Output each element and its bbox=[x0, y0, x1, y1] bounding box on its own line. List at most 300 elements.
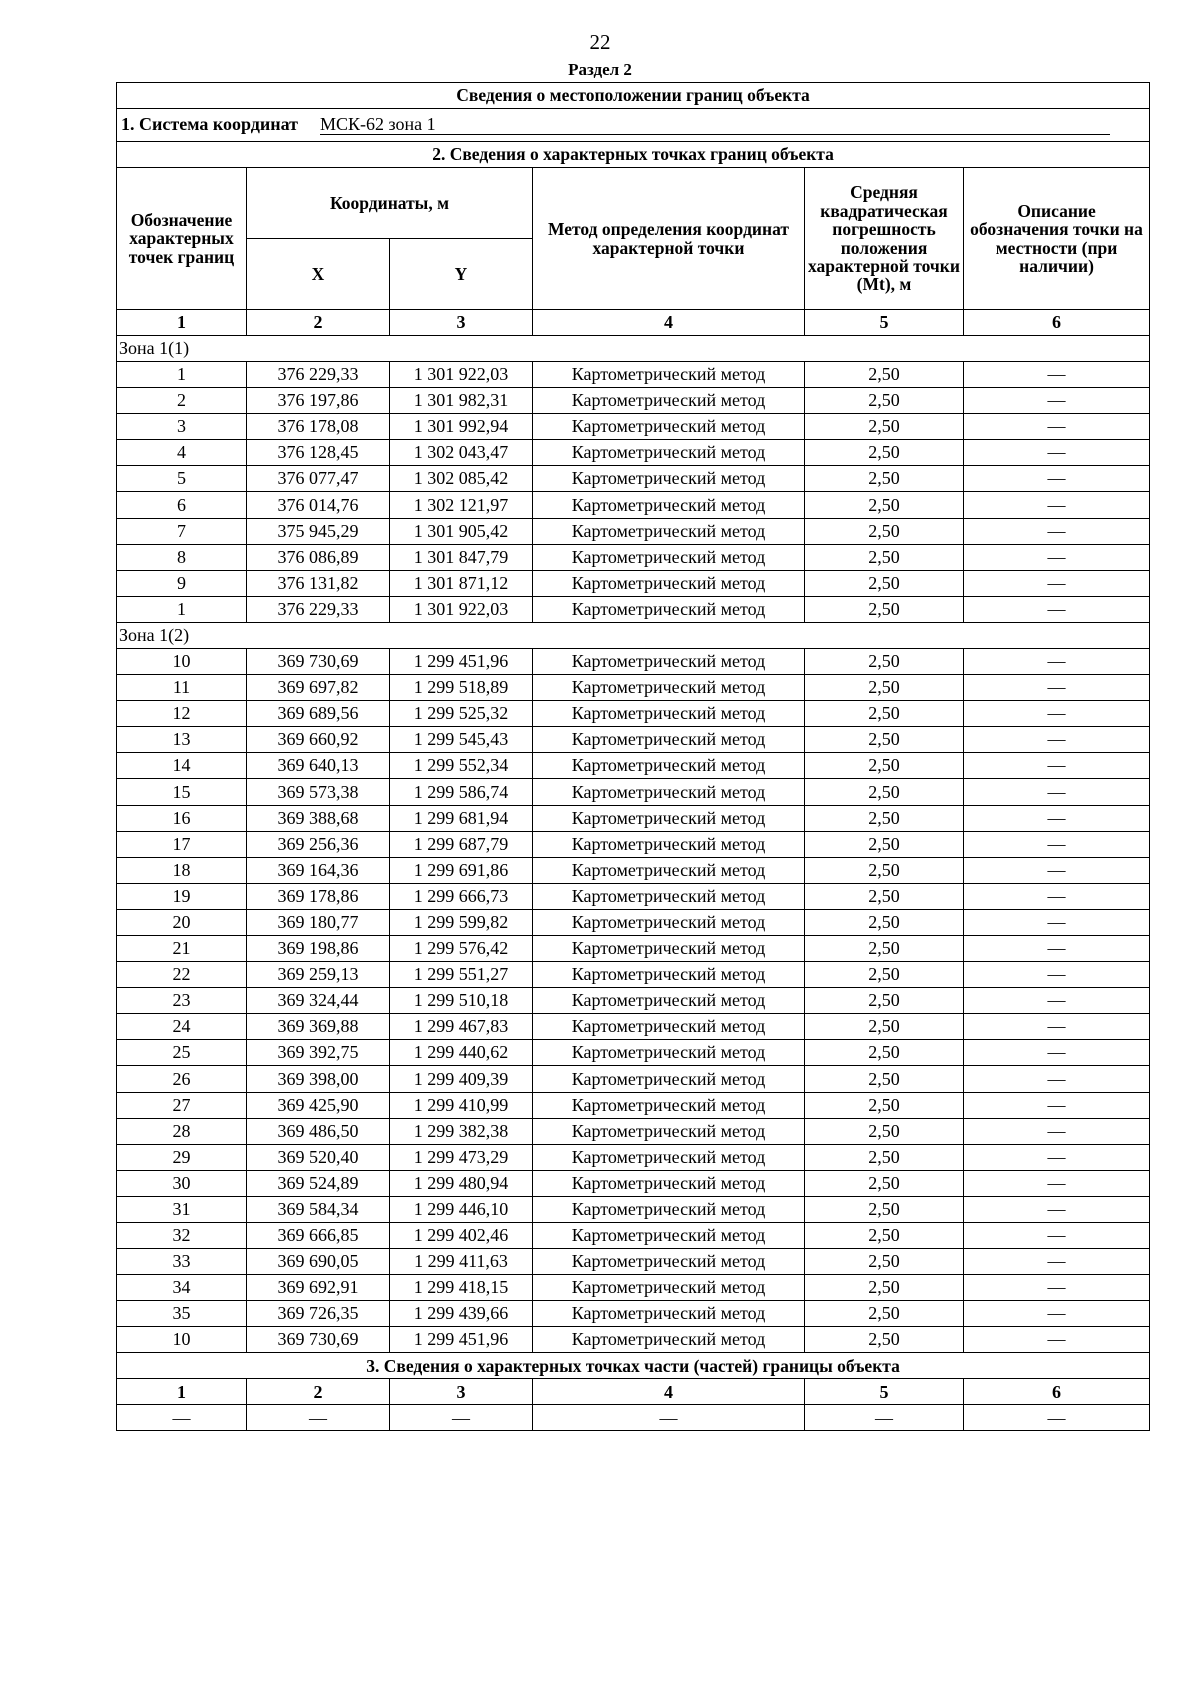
parts-column-number: 5 bbox=[805, 1379, 964, 1405]
coord-y: 1 301 905,42 bbox=[390, 518, 533, 544]
description: — bbox=[964, 440, 1150, 466]
point-number: 16 bbox=[117, 805, 247, 831]
point-number: 13 bbox=[117, 727, 247, 753]
coord-x: 369 726,35 bbox=[247, 1301, 390, 1327]
error-value: 2,50 bbox=[805, 1327, 964, 1353]
coord-x: 376 197,86 bbox=[247, 388, 390, 414]
coord-x: 376 077,47 bbox=[247, 466, 390, 492]
error-value: 2,50 bbox=[805, 1170, 964, 1196]
header-error: Средняя квадратическая погрешность положения характерной точки (Mt), м bbox=[805, 168, 964, 310]
point-number: 4 bbox=[117, 440, 247, 466]
description: — bbox=[964, 1249, 1150, 1275]
column-number: 4 bbox=[533, 310, 805, 336]
table-row bbox=[117, 1066, 1150, 1092]
description: — bbox=[964, 388, 1150, 414]
coord-y: 1 299 666,73 bbox=[390, 883, 533, 909]
error-value: 2,50 bbox=[805, 805, 964, 831]
column-numbers-row bbox=[117, 310, 1150, 336]
table-row bbox=[117, 883, 1150, 909]
coord-x: 369 697,82 bbox=[247, 675, 390, 701]
method: Картометрический метод bbox=[533, 701, 805, 727]
parts-empty-cell: — bbox=[533, 1405, 805, 1431]
point-number: 1 bbox=[117, 362, 247, 388]
coord-x: 369 198,86 bbox=[247, 935, 390, 961]
point-number: 19 bbox=[117, 883, 247, 909]
error-value: 2,50 bbox=[805, 1249, 964, 1275]
error-value: 2,50 bbox=[805, 518, 964, 544]
point-number: 11 bbox=[117, 675, 247, 701]
method: Картометрический метод bbox=[533, 596, 805, 622]
method: Картометрический метод bbox=[533, 388, 805, 414]
coord-x: 376 131,82 bbox=[247, 570, 390, 596]
description: — bbox=[964, 1196, 1150, 1222]
coord-x: 369 640,13 bbox=[247, 753, 390, 779]
coord-system-row bbox=[117, 109, 1150, 142]
point-number: 10 bbox=[117, 1327, 247, 1353]
table-row bbox=[117, 1275, 1150, 1301]
point-number: 5 bbox=[117, 466, 247, 492]
error-value: 2,50 bbox=[805, 727, 964, 753]
table-row bbox=[117, 701, 1150, 727]
error-value: 2,50 bbox=[805, 362, 964, 388]
method: Картометрический метод bbox=[533, 909, 805, 935]
coord-y: 1 299 439,66 bbox=[390, 1301, 533, 1327]
point-number: 14 bbox=[117, 753, 247, 779]
coord-x: 369 524,89 bbox=[247, 1170, 390, 1196]
coord-y: 1 299 525,32 bbox=[390, 701, 533, 727]
coord-x: 369 256,36 bbox=[247, 831, 390, 857]
zone-label: Зона 1(1) bbox=[117, 336, 1150, 362]
coord-x: 369 520,40 bbox=[247, 1144, 390, 1170]
method: Картометрический метод bbox=[533, 1327, 805, 1353]
table-row bbox=[117, 440, 1150, 466]
point-number: 29 bbox=[117, 1144, 247, 1170]
coord-system-value: МСК-62 зона 1 bbox=[320, 115, 1110, 136]
point-number: 2 bbox=[117, 388, 247, 414]
method: Картометрический метод bbox=[533, 1170, 805, 1196]
coord-y: 1 299 467,83 bbox=[390, 1014, 533, 1040]
error-value: 2,50 bbox=[805, 883, 964, 909]
description: — bbox=[964, 466, 1150, 492]
method: Картометрический метод bbox=[533, 1014, 805, 1040]
coord-y: 1 302 121,97 bbox=[390, 492, 533, 518]
point-number: 35 bbox=[117, 1301, 247, 1327]
table-row bbox=[117, 518, 1150, 544]
error-value: 2,50 bbox=[805, 1066, 964, 1092]
description: — bbox=[964, 1014, 1150, 1040]
point-number: 31 bbox=[117, 1196, 247, 1222]
coord-y: 1 299 446,10 bbox=[390, 1196, 533, 1222]
method: Картометрический метод bbox=[533, 779, 805, 805]
coord-y: 1 299 551,27 bbox=[390, 962, 533, 988]
point-number: 27 bbox=[117, 1092, 247, 1118]
method: Картометрический метод bbox=[533, 1092, 805, 1118]
description: — bbox=[964, 988, 1150, 1014]
coord-y: 1 299 402,46 bbox=[390, 1223, 533, 1249]
error-value: 2,50 bbox=[805, 1014, 964, 1040]
coord-y: 1 299 510,18 bbox=[390, 988, 533, 1014]
coord-x: 369 584,34 bbox=[247, 1196, 390, 1222]
description: — bbox=[964, 779, 1150, 805]
coord-x: 369 689,56 bbox=[247, 701, 390, 727]
point-number: 20 bbox=[117, 909, 247, 935]
table-row bbox=[117, 1118, 1150, 1144]
parts-column-number: 4 bbox=[533, 1379, 805, 1405]
header-method: Метод определения координат характерной точки bbox=[533, 168, 805, 310]
coord-x: 369 692,91 bbox=[247, 1275, 390, 1301]
error-value: 2,50 bbox=[805, 1196, 964, 1222]
column-number: 3 bbox=[390, 310, 533, 336]
table-row bbox=[117, 935, 1150, 961]
point-number: 30 bbox=[117, 1170, 247, 1196]
error-value: 2,50 bbox=[805, 935, 964, 961]
method: Картометрический метод bbox=[533, 544, 805, 570]
table-row bbox=[117, 1092, 1150, 1118]
point-number: 32 bbox=[117, 1223, 247, 1249]
point-number: 1 bbox=[117, 596, 247, 622]
coord-y: 1 301 847,79 bbox=[390, 544, 533, 570]
description: — bbox=[964, 962, 1150, 988]
point-number: 9 bbox=[117, 570, 247, 596]
method: Картометрический метод bbox=[533, 988, 805, 1014]
coord-x: 376 229,33 bbox=[247, 596, 390, 622]
method: Картометрический метод bbox=[533, 883, 805, 909]
method: Картометрический метод bbox=[533, 1196, 805, 1222]
parts-empty-cell: — bbox=[247, 1405, 390, 1431]
point-number: 8 bbox=[117, 544, 247, 570]
points-heading: 2. Сведения о характерных точках границ объекта bbox=[117, 142, 1150, 168]
description: — bbox=[964, 1275, 1150, 1301]
point-number: 18 bbox=[117, 857, 247, 883]
zone-label: Зона 1(2) bbox=[117, 622, 1150, 648]
coord-x: 369 660,92 bbox=[247, 727, 390, 753]
method: Картометрический метод bbox=[533, 857, 805, 883]
table-row bbox=[117, 753, 1150, 779]
description: — bbox=[964, 753, 1150, 779]
error-value: 2,50 bbox=[805, 675, 964, 701]
column-number: 6 bbox=[964, 310, 1150, 336]
error-value: 2,50 bbox=[805, 492, 964, 518]
table-row bbox=[117, 1249, 1150, 1275]
table-row bbox=[117, 570, 1150, 596]
boundary-coordinates-table bbox=[116, 82, 1150, 1431]
error-value: 2,50 bbox=[805, 831, 964, 857]
method: Картометрический метод bbox=[533, 466, 805, 492]
coord-x: 369 369,88 bbox=[247, 1014, 390, 1040]
table-row bbox=[117, 962, 1150, 988]
coord-x: 369 324,44 bbox=[247, 988, 390, 1014]
error-value: 2,50 bbox=[805, 570, 964, 596]
error-value: 2,50 bbox=[805, 962, 964, 988]
description: — bbox=[964, 492, 1150, 518]
method: Картометрический метод bbox=[533, 1275, 805, 1301]
point-number: 3 bbox=[117, 414, 247, 440]
coord-y: 1 302 043,47 bbox=[390, 440, 533, 466]
error-value: 2,50 bbox=[805, 1275, 964, 1301]
table-row bbox=[117, 596, 1150, 622]
parts-column-number: 1 bbox=[117, 1379, 247, 1405]
method: Картометрический метод bbox=[533, 1144, 805, 1170]
coord-y: 1 299 411,63 bbox=[390, 1249, 533, 1275]
point-number: 17 bbox=[117, 831, 247, 857]
error-value: 2,50 bbox=[805, 1118, 964, 1144]
coord-x: 369 178,86 bbox=[247, 883, 390, 909]
table-row bbox=[117, 805, 1150, 831]
description: — bbox=[964, 935, 1150, 961]
point-number: 26 bbox=[117, 1066, 247, 1092]
description: — bbox=[964, 1170, 1150, 1196]
coord-y: 1 299 451,96 bbox=[390, 1327, 533, 1353]
error-value: 2,50 bbox=[805, 440, 964, 466]
coord-y: 1 299 687,79 bbox=[390, 831, 533, 857]
method: Картометрический метод bbox=[533, 362, 805, 388]
coord-y: 1 299 681,94 bbox=[390, 805, 533, 831]
description: — bbox=[964, 362, 1150, 388]
parts-empty-cell: — bbox=[390, 1405, 533, 1431]
coord-x: 369 573,38 bbox=[247, 779, 390, 805]
description: — bbox=[964, 570, 1150, 596]
coord-y: 1 299 382,38 bbox=[390, 1118, 533, 1144]
method: Картометрический метод bbox=[533, 962, 805, 988]
coord-y: 1 299 545,43 bbox=[390, 727, 533, 753]
coord-y: 1 299 410,99 bbox=[390, 1092, 533, 1118]
coord-y: 1 299 552,34 bbox=[390, 753, 533, 779]
method: Картометрический метод bbox=[533, 648, 805, 674]
point-number: 34 bbox=[117, 1275, 247, 1301]
point-number: 22 bbox=[117, 962, 247, 988]
coord-x: 376 178,08 bbox=[247, 414, 390, 440]
error-value: 2,50 bbox=[805, 414, 964, 440]
table-title: Сведения о местоположении границ объекта bbox=[117, 83, 1150, 109]
error-value: 2,50 bbox=[805, 596, 964, 622]
coord-x: 369 666,85 bbox=[247, 1223, 390, 1249]
coord-y: 1 299 586,74 bbox=[390, 779, 533, 805]
description: — bbox=[964, 883, 1150, 909]
table-row bbox=[117, 466, 1150, 492]
method: Картометрический метод bbox=[533, 440, 805, 466]
method: Картометрический метод bbox=[533, 675, 805, 701]
coord-x: 376 086,89 bbox=[247, 544, 390, 570]
description: — bbox=[964, 1327, 1150, 1353]
section-heading: Раздел 2 bbox=[568, 60, 632, 79]
error-value: 2,50 bbox=[805, 909, 964, 935]
table-row bbox=[117, 909, 1150, 935]
coord-y: 1 301 992,94 bbox=[390, 414, 533, 440]
description: — bbox=[964, 648, 1150, 674]
coord-y: 1 299 518,89 bbox=[390, 675, 533, 701]
table-row bbox=[117, 544, 1150, 570]
coord-y: 1 301 922,03 bbox=[390, 596, 533, 622]
table-row bbox=[117, 675, 1150, 701]
coord-y: 1 301 982,31 bbox=[390, 388, 533, 414]
coord-y: 1 299 480,94 bbox=[390, 1170, 533, 1196]
error-value: 2,50 bbox=[805, 1223, 964, 1249]
point-number: 12 bbox=[117, 701, 247, 727]
coord-system-label: 1. Система координат bbox=[121, 113, 298, 134]
description: — bbox=[964, 805, 1150, 831]
table-row bbox=[117, 648, 1150, 674]
point-number: 7 bbox=[117, 518, 247, 544]
error-value: 2,50 bbox=[805, 779, 964, 805]
coord-x: 369 486,50 bbox=[247, 1118, 390, 1144]
method: Картометрический метод bbox=[533, 1249, 805, 1275]
table-row bbox=[117, 414, 1150, 440]
parts-empty-cell: — bbox=[117, 1405, 247, 1431]
table-row bbox=[117, 1014, 1150, 1040]
coord-y: 1 302 085,42 bbox=[390, 466, 533, 492]
point-number: 33 bbox=[117, 1249, 247, 1275]
table-row bbox=[117, 1327, 1150, 1353]
coord-x: 369 164,36 bbox=[247, 857, 390, 883]
column-number: 1 bbox=[117, 310, 247, 336]
zone-row bbox=[117, 336, 1150, 362]
table-row bbox=[117, 1040, 1150, 1066]
point-number: 21 bbox=[117, 935, 247, 961]
page-number: 22 bbox=[589, 30, 611, 54]
table-row bbox=[117, 1301, 1150, 1327]
coord-y: 1 299 691,86 bbox=[390, 857, 533, 883]
table-row bbox=[117, 831, 1150, 857]
error-value: 2,50 bbox=[805, 857, 964, 883]
parts-empty-cell: — bbox=[964, 1405, 1150, 1431]
description: — bbox=[964, 596, 1150, 622]
error-value: 2,50 bbox=[805, 648, 964, 674]
coord-y: 1 299 473,29 bbox=[390, 1144, 533, 1170]
coord-y: 1 299 440,62 bbox=[390, 1040, 533, 1066]
table-row bbox=[117, 1223, 1150, 1249]
method: Картометрический метод bbox=[533, 492, 805, 518]
point-number: 10 bbox=[117, 648, 247, 674]
description: — bbox=[964, 675, 1150, 701]
method: Картометрический метод bbox=[533, 1118, 805, 1144]
coord-x: 369 690,05 bbox=[247, 1249, 390, 1275]
coord-y: 1 299 418,15 bbox=[390, 1275, 533, 1301]
table-row bbox=[117, 388, 1150, 414]
error-value: 2,50 bbox=[805, 988, 964, 1014]
description: — bbox=[964, 1066, 1150, 1092]
coord-y: 1 299 409,39 bbox=[390, 1066, 533, 1092]
parts-empty-cell: — bbox=[805, 1405, 964, 1431]
description: — bbox=[964, 857, 1150, 883]
error-value: 2,50 bbox=[805, 388, 964, 414]
coord-x: 369 730,69 bbox=[247, 648, 390, 674]
point-number: 25 bbox=[117, 1040, 247, 1066]
table-row bbox=[117, 492, 1150, 518]
parts-column-number: 2 bbox=[247, 1379, 390, 1405]
coord-x: 369 730,69 bbox=[247, 1327, 390, 1353]
column-number: 5 bbox=[805, 310, 964, 336]
parts-column-numbers-row bbox=[117, 1379, 1150, 1405]
error-value: 2,50 bbox=[805, 544, 964, 570]
method: Картометрический метод bbox=[533, 570, 805, 596]
table-row bbox=[117, 362, 1150, 388]
coord-y: 1 301 922,03 bbox=[390, 362, 533, 388]
header-description: Описание обозначения точки на местности (при наличии) bbox=[964, 168, 1150, 310]
table-row bbox=[117, 779, 1150, 805]
error-value: 2,50 bbox=[805, 701, 964, 727]
parts-empty-row bbox=[117, 1405, 1150, 1431]
description: — bbox=[964, 1092, 1150, 1118]
method: Картометрический метод bbox=[533, 1223, 805, 1249]
error-value: 2,50 bbox=[805, 1144, 964, 1170]
method: Картометрический метод bbox=[533, 1301, 805, 1327]
error-value: 2,50 bbox=[805, 466, 964, 492]
coord-y: 1 299 599,82 bbox=[390, 909, 533, 935]
table-row bbox=[117, 1170, 1150, 1196]
table-row bbox=[117, 857, 1150, 883]
coord-x: 369 392,75 bbox=[247, 1040, 390, 1066]
table-row bbox=[117, 1144, 1150, 1170]
description: — bbox=[964, 544, 1150, 570]
point-number: 15 bbox=[117, 779, 247, 805]
header-point-designation: Обозначение характерных точек границ bbox=[117, 168, 247, 310]
coord-x: 369 398,00 bbox=[247, 1066, 390, 1092]
header-x: X bbox=[247, 239, 390, 310]
point-number: 6 bbox=[117, 492, 247, 518]
point-number: 23 bbox=[117, 988, 247, 1014]
coord-x: 369 259,13 bbox=[247, 962, 390, 988]
description: — bbox=[964, 1223, 1150, 1249]
zone-row bbox=[117, 622, 1150, 648]
coord-x: 375 945,29 bbox=[247, 518, 390, 544]
coord-x: 369 425,90 bbox=[247, 1092, 390, 1118]
table-row bbox=[117, 988, 1150, 1014]
description: — bbox=[964, 727, 1150, 753]
coord-x: 376 229,33 bbox=[247, 362, 390, 388]
method: Картометрический метод bbox=[533, 831, 805, 857]
parts-heading: 3. Сведения о характерных точках части (частей) границы объекта bbox=[117, 1353, 1150, 1379]
description: — bbox=[964, 1040, 1150, 1066]
coord-x: 369 388,68 bbox=[247, 805, 390, 831]
point-number: 28 bbox=[117, 1118, 247, 1144]
error-value: 2,50 bbox=[805, 1092, 964, 1118]
point-number: 24 bbox=[117, 1014, 247, 1040]
method: Картометрический метод bbox=[533, 805, 805, 831]
method: Картометрический метод bbox=[533, 753, 805, 779]
method: Картометрический метод bbox=[533, 727, 805, 753]
method: Картометрический метод bbox=[533, 935, 805, 961]
coord-x: 376 128,45 bbox=[247, 440, 390, 466]
description: — bbox=[964, 414, 1150, 440]
method: Картометрический метод bbox=[533, 414, 805, 440]
coord-x: 369 180,77 bbox=[247, 909, 390, 935]
method: Картометрический метод bbox=[533, 518, 805, 544]
description: — bbox=[964, 518, 1150, 544]
table-row bbox=[117, 1196, 1150, 1222]
coord-y: 1 299 576,42 bbox=[390, 935, 533, 961]
description: — bbox=[964, 909, 1150, 935]
header-y: Y bbox=[390, 239, 533, 310]
description: — bbox=[964, 831, 1150, 857]
parts-column-number: 3 bbox=[390, 1379, 533, 1405]
description: — bbox=[964, 1118, 1150, 1144]
description: — bbox=[964, 1301, 1150, 1327]
description: — bbox=[964, 701, 1150, 727]
table-row bbox=[117, 727, 1150, 753]
column-number: 2 bbox=[247, 310, 390, 336]
header-coordinates: Координаты, м bbox=[247, 168, 533, 239]
method: Картометрический метод bbox=[533, 1040, 805, 1066]
coord-x: 376 014,76 bbox=[247, 492, 390, 518]
coord-y: 1 301 871,12 bbox=[390, 570, 533, 596]
error-value: 2,50 bbox=[805, 1301, 964, 1327]
description: — bbox=[964, 1144, 1150, 1170]
parts-column-number: 6 bbox=[964, 1379, 1150, 1405]
method: Картометрический метод bbox=[533, 1066, 805, 1092]
error-value: 2,50 bbox=[805, 1040, 964, 1066]
error-value: 2,50 bbox=[805, 753, 964, 779]
coord-y: 1 299 451,96 bbox=[390, 648, 533, 674]
